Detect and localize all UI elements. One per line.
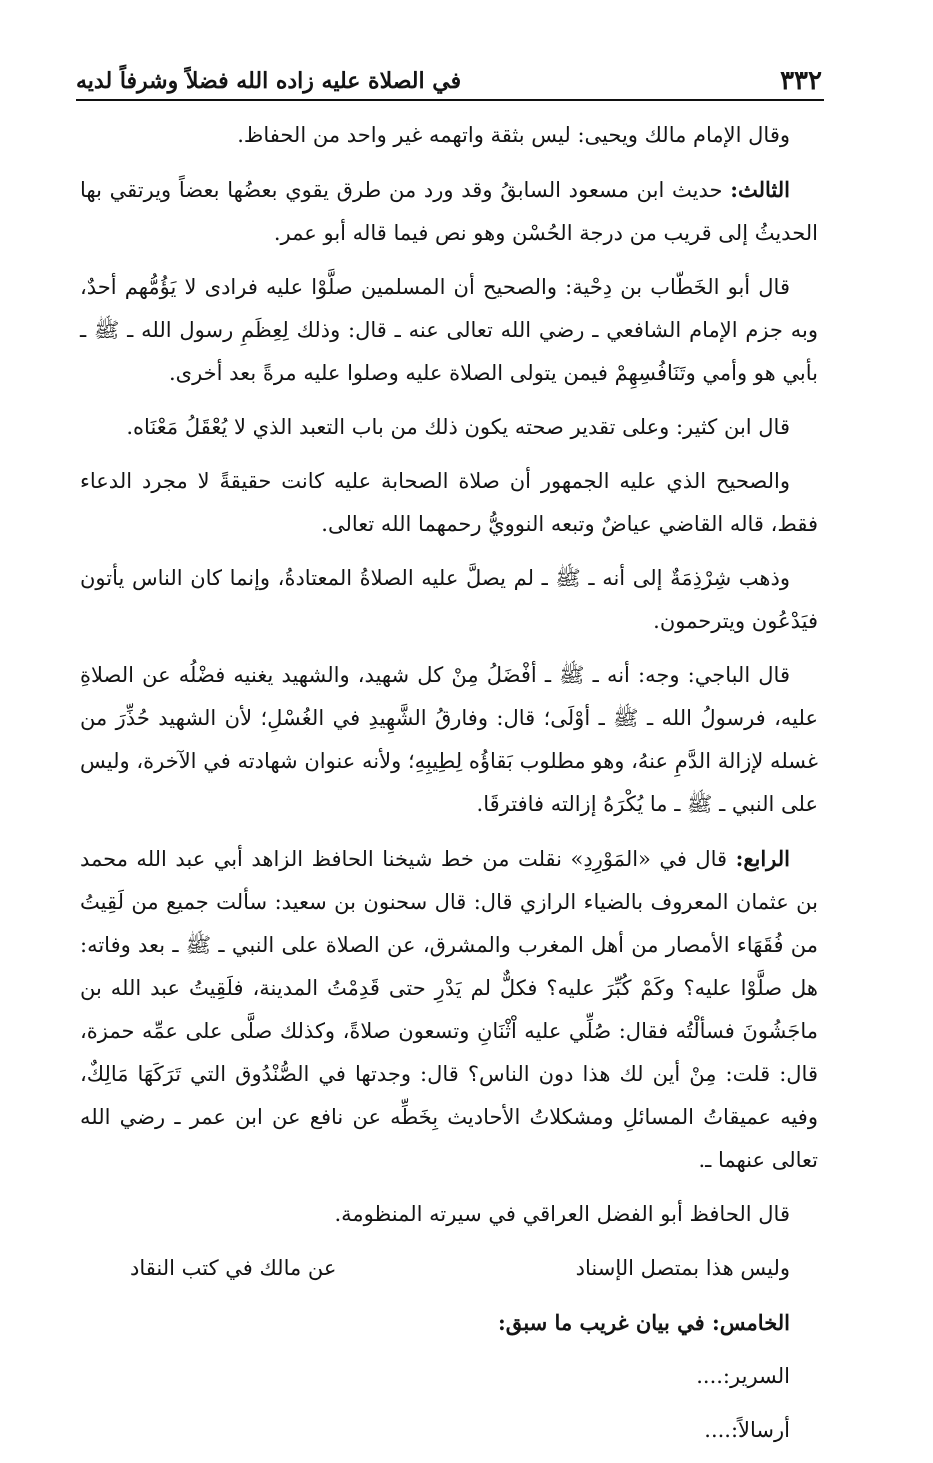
header-rule	[76, 99, 824, 101]
gloss-entry-2: أرسالاً:....	[704, 1418, 790, 1442]
paragraph-3: قال أبو الخَطّاب بن دِحْية: والصحيح أن المسلمين صلَّوْا عليه فرادى لا يَؤُمُّهم أحدٌ، وبه جزم الإمام الشافعي ـ رضي الله تعالى عنه ـ قال: وذلك لِعِظَمِ رسول الله ـ ﷺ ـ بأبي هو وأمي وتَنَافُسِهِمْ فيمن يتولى الصلاة عليه وصلوا عليه مرةً بعد أخرى.	[80, 275, 818, 385]
paragraph-4: قال ابن كثير: وعلى تقدير صحته يكون ذلك من باب التعبد الذي لا يُعْقَلُ مَعْنَاه.	[126, 415, 790, 439]
paragraph-5: والصحيح الذي عليه الجمهور أن صلاة الصحابة عليه كانت حقيقةً لا مجرد الدعاء فقط، قاله القاضي عياضٌ وتبعه النوويُّ رحمهما الله تعالى.	[80, 469, 818, 536]
running-title: في الصلاة عليه زاده الله فضلاً وشرفاً لديه	[76, 68, 462, 94]
paragraph-7: قال الباجي: وجه: أنه ـ ﷺ ـ أفْضَلُ مِنْ كل شهيد، والشهيد يغنيه فضْلُه عن الصلاةِ عليه، فرسولُ الله ـ ﷺ ـ أوْلَى؛ قال: وفارقُ الشَّهِيدِ في الغُسْلِ؛ لأن الشهيد حُذِّرَ من غسله لإزالة الدَّمِ عنهُ، وهو مطلوب بَقاؤُه لِطِيبِهِ؛ ولأنه عنوان شهادته في الآخرة، وليس على النبي ـ ﷺ ـ ما يُكْرَهُ إزالته فافترقَا.	[80, 663, 818, 816]
paragraph-8-text: قال في «المَوْرِدِ» نقلت من خط شيخنا الحافظ الزاهد أبي عبد الله محمد بن عثمان المعروف بالضياء الرازي قال: قال سحنون بن سعيد: سألت جميع من لَقِيتُ من فُقَهَاء الأمصار من أهل المغرب والمشرق، عن الصلاة على النبي ـ ﷺ ـ بعد وفاته: هل صلَّوْا عليه؟ وكَمْ كُبِّرَ عليه؟ فكلٌّ لم يَدْرِ حتى قَدِمْتُ المدينة، فلَقِيتُ عبد الله بن ماجَشُونَ فسألْتُه فقال: صُلِّي عليه اْثْنَانِ وتسعون صلاةً، وكذلك صلَّى على عمِّه حمزة، قال: قلت: مِنْ أين لك هذا دون الناس؟ قال: وجدتها في الصُّنْدُوق التي تَرَكَهَا مَالِكٌ، وفيه عميقاتُ المسائلِ ومشكلاتُ الأحاديث بِخَطِّه عن نافع عن ابن عمر ـ رضي الله تعالى عنهما ـ.	[80, 847, 818, 1172]
page-number: ٣٣٢	[780, 66, 822, 96]
gloss-entry-1: السرير:....	[696, 1364, 790, 1388]
page-header	[76, 52, 826, 98]
poem-verse	[80, 1247, 818, 1290]
section-title: الخامس: في بيان غريب ما سبق:	[498, 1310, 790, 1335]
paragraph-8	[80, 837, 818, 1182]
paragraph-1: وقال الإمام مالك ويحيى: ليس بثقة واتهمه غير واحد من الحفاظ.	[237, 123, 790, 147]
verse-hemistich-1: وليس هذا بمتصل الإسناد	[575, 1256, 790, 1280]
body-text	[80, 114, 818, 1463]
paragraph-2	[80, 168, 818, 255]
paragraph-9: قال الحافظ أبو الفضل العراقي في سيرته المنظومة.	[334, 1202, 790, 1226]
paragraph-8-lead: الرابع:	[735, 846, 790, 871]
verse-hemistich-2: عن مالك في كتب النقاد	[130, 1256, 337, 1280]
paragraph-2-lead: الثالث:	[730, 177, 790, 202]
paragraph-2-text: حديث ابن مسعود السابقُ وقد ورد من طرق يقوي بعضُها بعضاً ويرتقي بها الحديثُ إلى قريب من درجة الحُسْن وهو نص فيما قاله أبو عمر.	[80, 178, 818, 245]
paragraph-6: وذهب شِرْذِمَةٌ إلى أنه ـ ﷺ ـ لم يصلَّ عليه الصلاةُ المعتادةُ، وإنما كان الناس يأتون فيَدْعُون ويترحمون.	[80, 566, 818, 633]
